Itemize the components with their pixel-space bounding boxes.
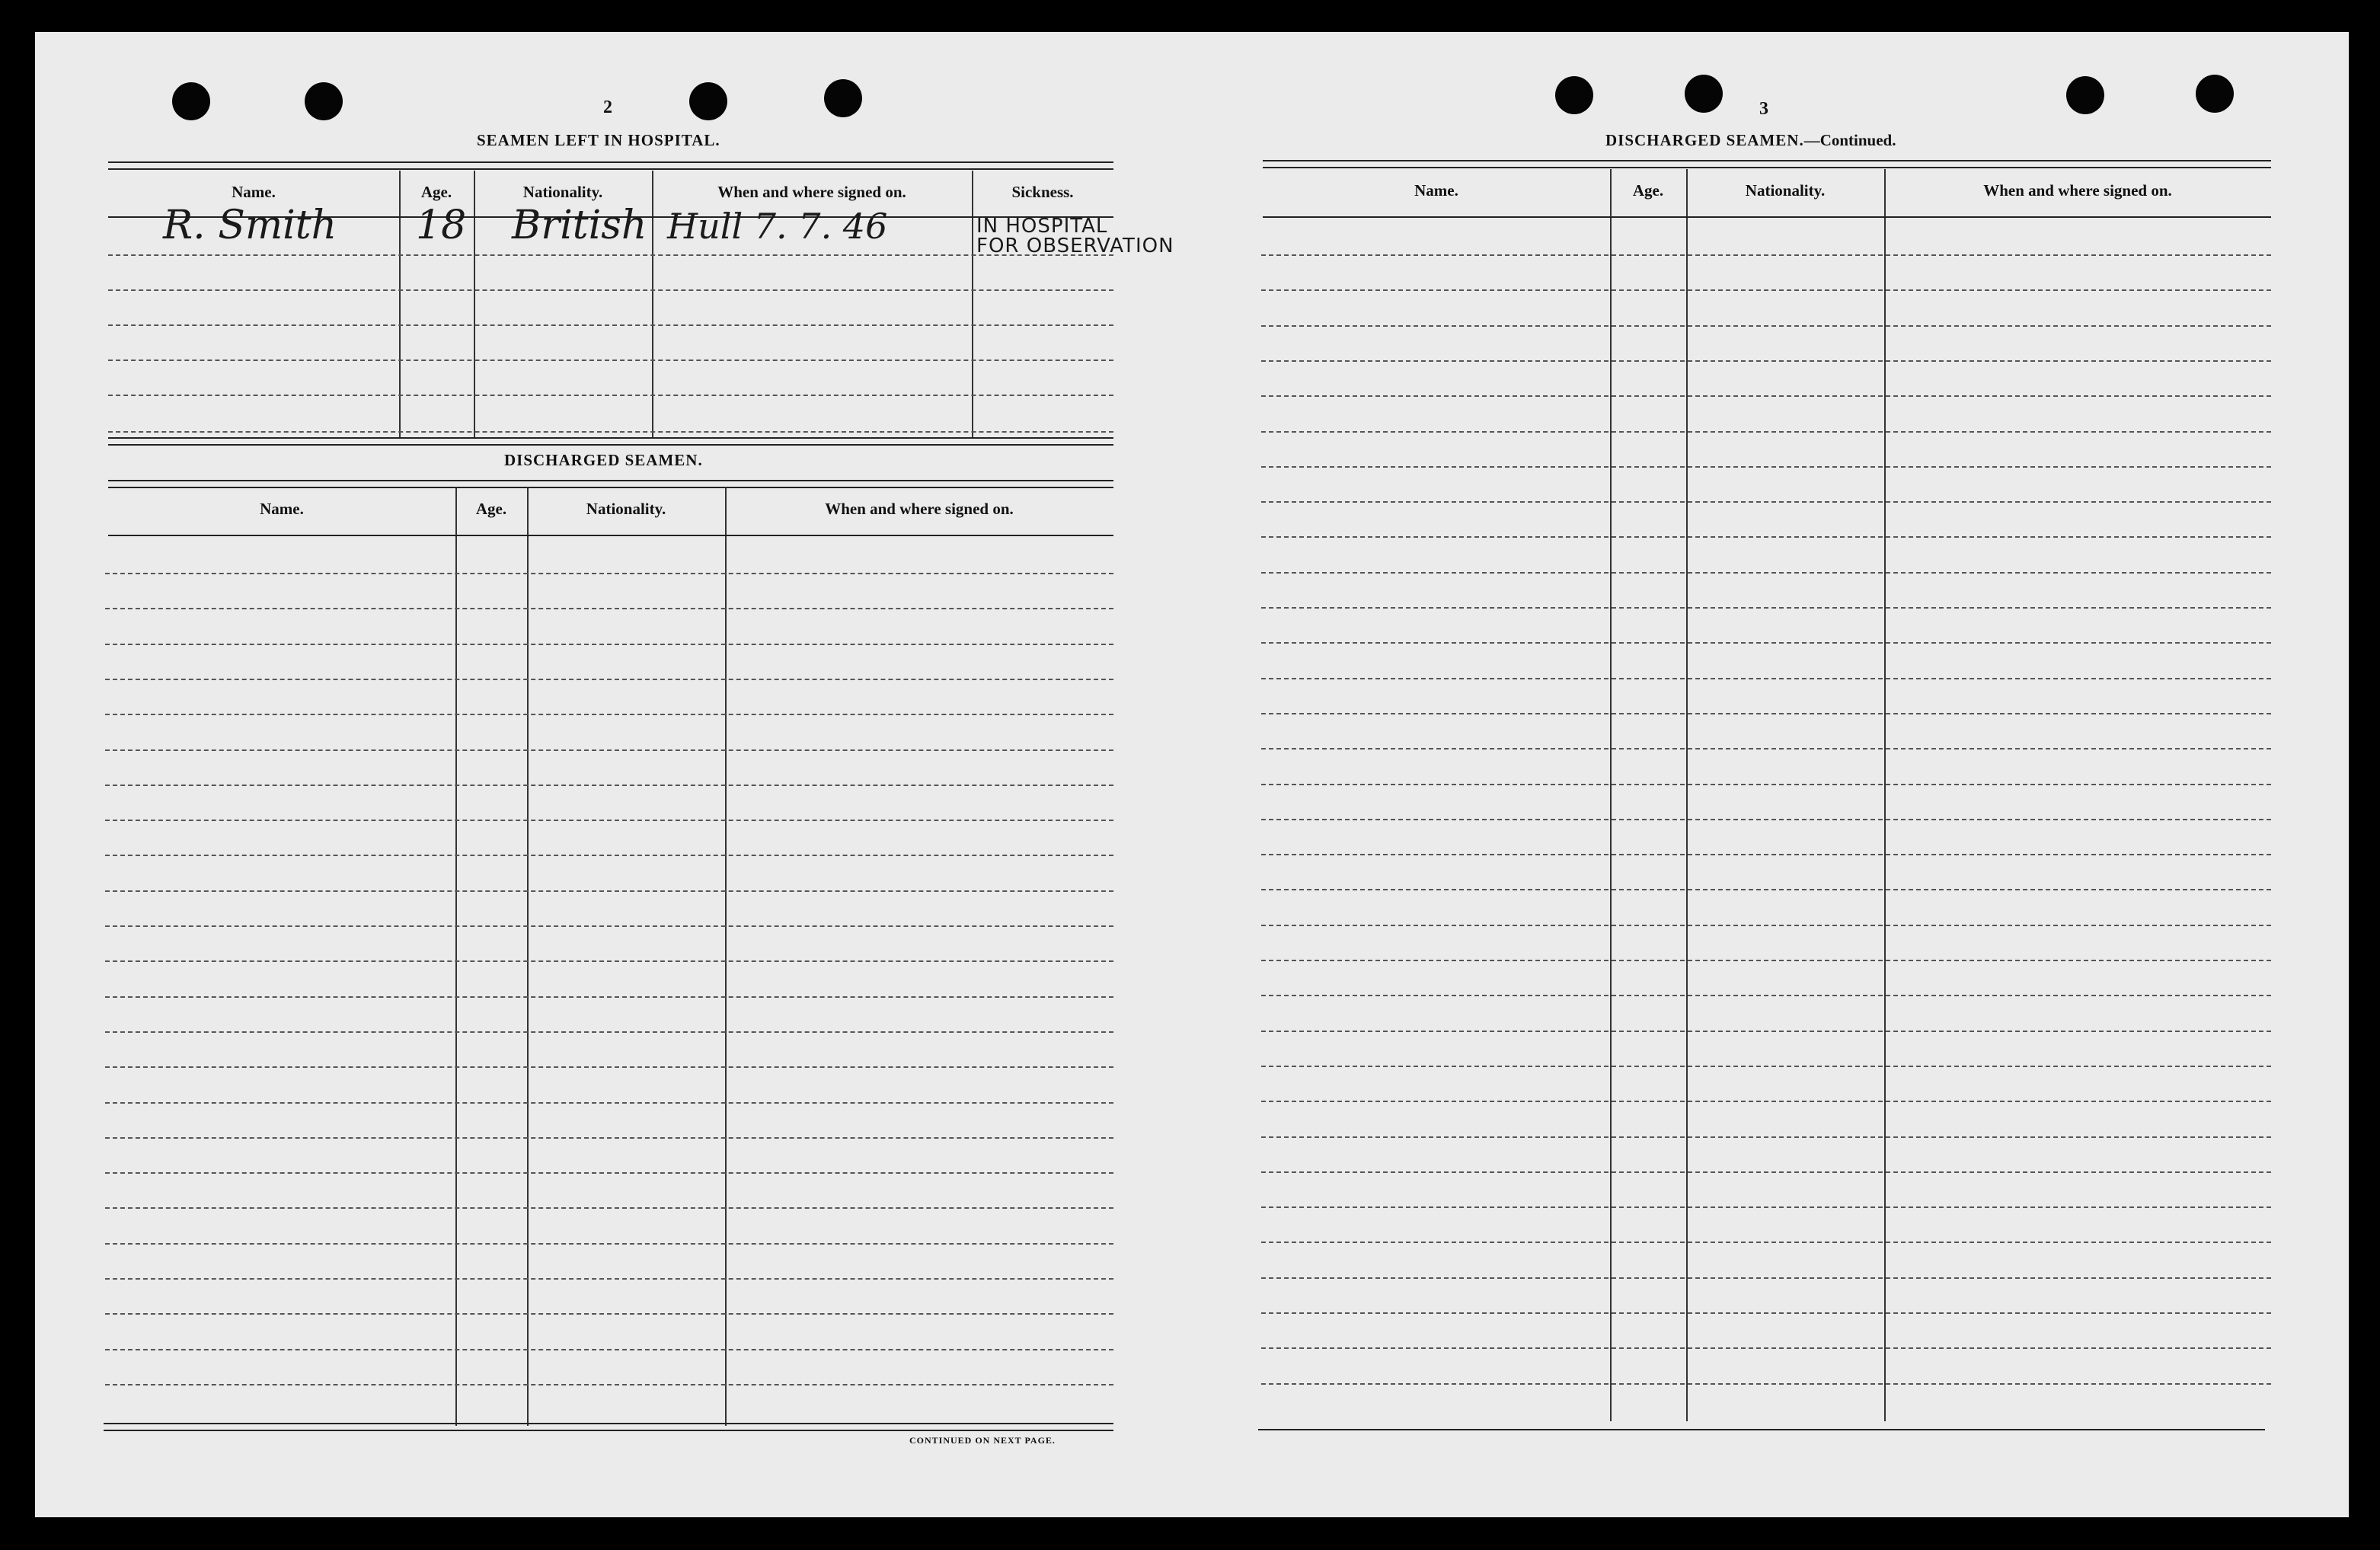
continued-footer: CONTINUED ON NEXT PAGE. (909, 1435, 1056, 1446)
header-age: Age. (1632, 181, 1664, 200)
entry-sickness-line2: FOR OBSERVATION (976, 235, 1174, 257)
entry-line (1261, 1277, 2271, 1279)
hospital-table-bottom-rule (108, 437, 1113, 446)
entry-line (105, 890, 1113, 892)
entry-line (105, 679, 1113, 680)
discharged-table-bottom-rule (104, 1423, 1113, 1431)
entry-line (105, 855, 1113, 856)
header-signed-on: When and where signed on. (825, 500, 1014, 518)
punch-hole (689, 82, 727, 120)
entry-line (105, 1172, 1113, 1174)
entry-line (1261, 572, 2271, 574)
entry-line (1261, 1101, 2271, 1102)
entry-line (105, 1278, 1113, 1280)
entry-line (1261, 748, 2271, 749)
entry-line (1261, 1347, 2271, 1349)
header-signed-on: When and where signed on. (717, 183, 906, 201)
entry-line (105, 644, 1113, 645)
header-signed-on: When and where signed on. (1983, 181, 2172, 200)
entry-name: R. Smith (163, 203, 337, 248)
page-number-right: 3 (1759, 99, 1768, 119)
entry-line (105, 1031, 1113, 1033)
hospital-table-top-rule (108, 161, 1113, 170)
entry-line (1261, 960, 2271, 961)
entry-line (105, 1066, 1113, 1068)
column-divider (652, 171, 653, 437)
header-age: Age. (420, 183, 452, 201)
entry-line (105, 1102, 1113, 1104)
entry-line (1261, 819, 2271, 820)
entry-line (1261, 1031, 2271, 1032)
entry-line (1261, 254, 2271, 256)
header-underline (108, 535, 455, 536)
entry-signed-on: Hull 7. 7. 46 (667, 206, 888, 247)
entry-line (108, 289, 1113, 291)
hospital-section-title: SEAMEN LEFT IN HOSPITAL. (477, 131, 720, 149)
entry-line (1261, 395, 2271, 397)
entry-line (1261, 854, 2271, 855)
entry-line (105, 960, 1113, 962)
header-age: Age. (475, 500, 507, 518)
punch-hole (824, 79, 862, 117)
discharged-title-suffix: —Continued. (1803, 131, 1896, 149)
discharged-title-main: DISCHARGED SEAMEN. (1605, 131, 1804, 149)
punch-hole (2066, 76, 2104, 114)
header-nationality: Nationality. (522, 183, 603, 201)
header-underline (1263, 216, 1610, 218)
entry-line (108, 254, 1113, 256)
entry-line (1261, 1171, 2271, 1173)
entry-line (105, 1313, 1113, 1315)
punch-hole (1685, 75, 1723, 113)
column-divider (399, 171, 401, 437)
entry-line (1261, 1312, 2271, 1314)
entry-line (1261, 925, 2271, 926)
entry-line (105, 996, 1113, 998)
header-nationality: Nationality. (586, 500, 666, 518)
entry-line (1261, 1066, 2271, 1067)
entry-nationality: British (512, 203, 647, 248)
right-table-bottom-rule (1258, 1429, 2265, 1430)
entry-line (108, 431, 1113, 433)
discharged-section-title: DISCHARGED SEAMEN. (504, 451, 703, 469)
discharged-table-top-rule (108, 480, 1113, 488)
entry-line (1261, 607, 2271, 609)
entry-line (105, 1384, 1113, 1385)
header-name: Name. (232, 183, 276, 201)
entry-line (1261, 1136, 2271, 1138)
header-name: Name. (1414, 181, 1458, 200)
right-table-top-rule (1263, 160, 2271, 168)
entry-line (108, 395, 1113, 396)
header-sickness: Sickness. (1011, 183, 1074, 201)
punch-hole (2196, 75, 2234, 113)
header-underline (1610, 216, 1686, 218)
punch-hole (1555, 76, 1593, 114)
entry-line (105, 820, 1113, 821)
entry-line (1261, 325, 2271, 327)
column-divider (1610, 169, 1612, 1421)
entry-line (108, 324, 1113, 326)
column-divider (1884, 169, 1886, 1421)
header-underline (455, 535, 527, 536)
header-underline (527, 535, 725, 536)
column-divider (474, 171, 475, 437)
entry-line (1261, 713, 2271, 714)
header-nationality: Nationality. (1745, 181, 1826, 200)
entry-line (1261, 1242, 2271, 1243)
entry-sickness-line1: IN HOSPITAL (976, 215, 1108, 238)
punch-hole (172, 82, 210, 120)
entry-line (105, 608, 1113, 609)
entry-line (1261, 289, 2271, 291)
entry-line (1261, 360, 2271, 362)
header-underline (725, 535, 1113, 536)
entry-line (1261, 995, 2271, 996)
entry-line (1261, 1383, 2271, 1385)
entry-line (1261, 889, 2271, 890)
discharged-continued-title (1605, 131, 1896, 150)
entry-line (105, 573, 1113, 574)
column-divider (725, 487, 727, 1426)
header-name: Name. (260, 500, 304, 518)
entry-age: 18 (416, 203, 467, 248)
entry-line (108, 360, 1113, 361)
entry-line (1261, 1206, 2271, 1208)
page-number-left: 2 (603, 97, 612, 117)
column-divider (1686, 169, 1688, 1421)
column-divider (455, 487, 457, 1426)
entry-line (1261, 501, 2271, 503)
entry-line (105, 1137, 1113, 1139)
entry-line (105, 749, 1113, 751)
entry-line (105, 925, 1113, 927)
entry-line (105, 714, 1113, 715)
column-divider (972, 171, 973, 437)
entry-line (1261, 642, 2271, 644)
entry-line (1261, 784, 2271, 785)
entry-line (105, 1349, 1113, 1350)
entry-line (105, 785, 1113, 786)
column-divider (527, 487, 529, 1426)
entry-line (1261, 678, 2271, 679)
entry-line (105, 1207, 1113, 1209)
entry-line (1261, 431, 2271, 433)
header-underline (1686, 216, 1884, 218)
entry-line (105, 1243, 1113, 1245)
header-underline (1884, 216, 2271, 218)
entry-line (1261, 466, 2271, 468)
punch-hole (305, 82, 343, 120)
entry-line (1261, 536, 2271, 538)
